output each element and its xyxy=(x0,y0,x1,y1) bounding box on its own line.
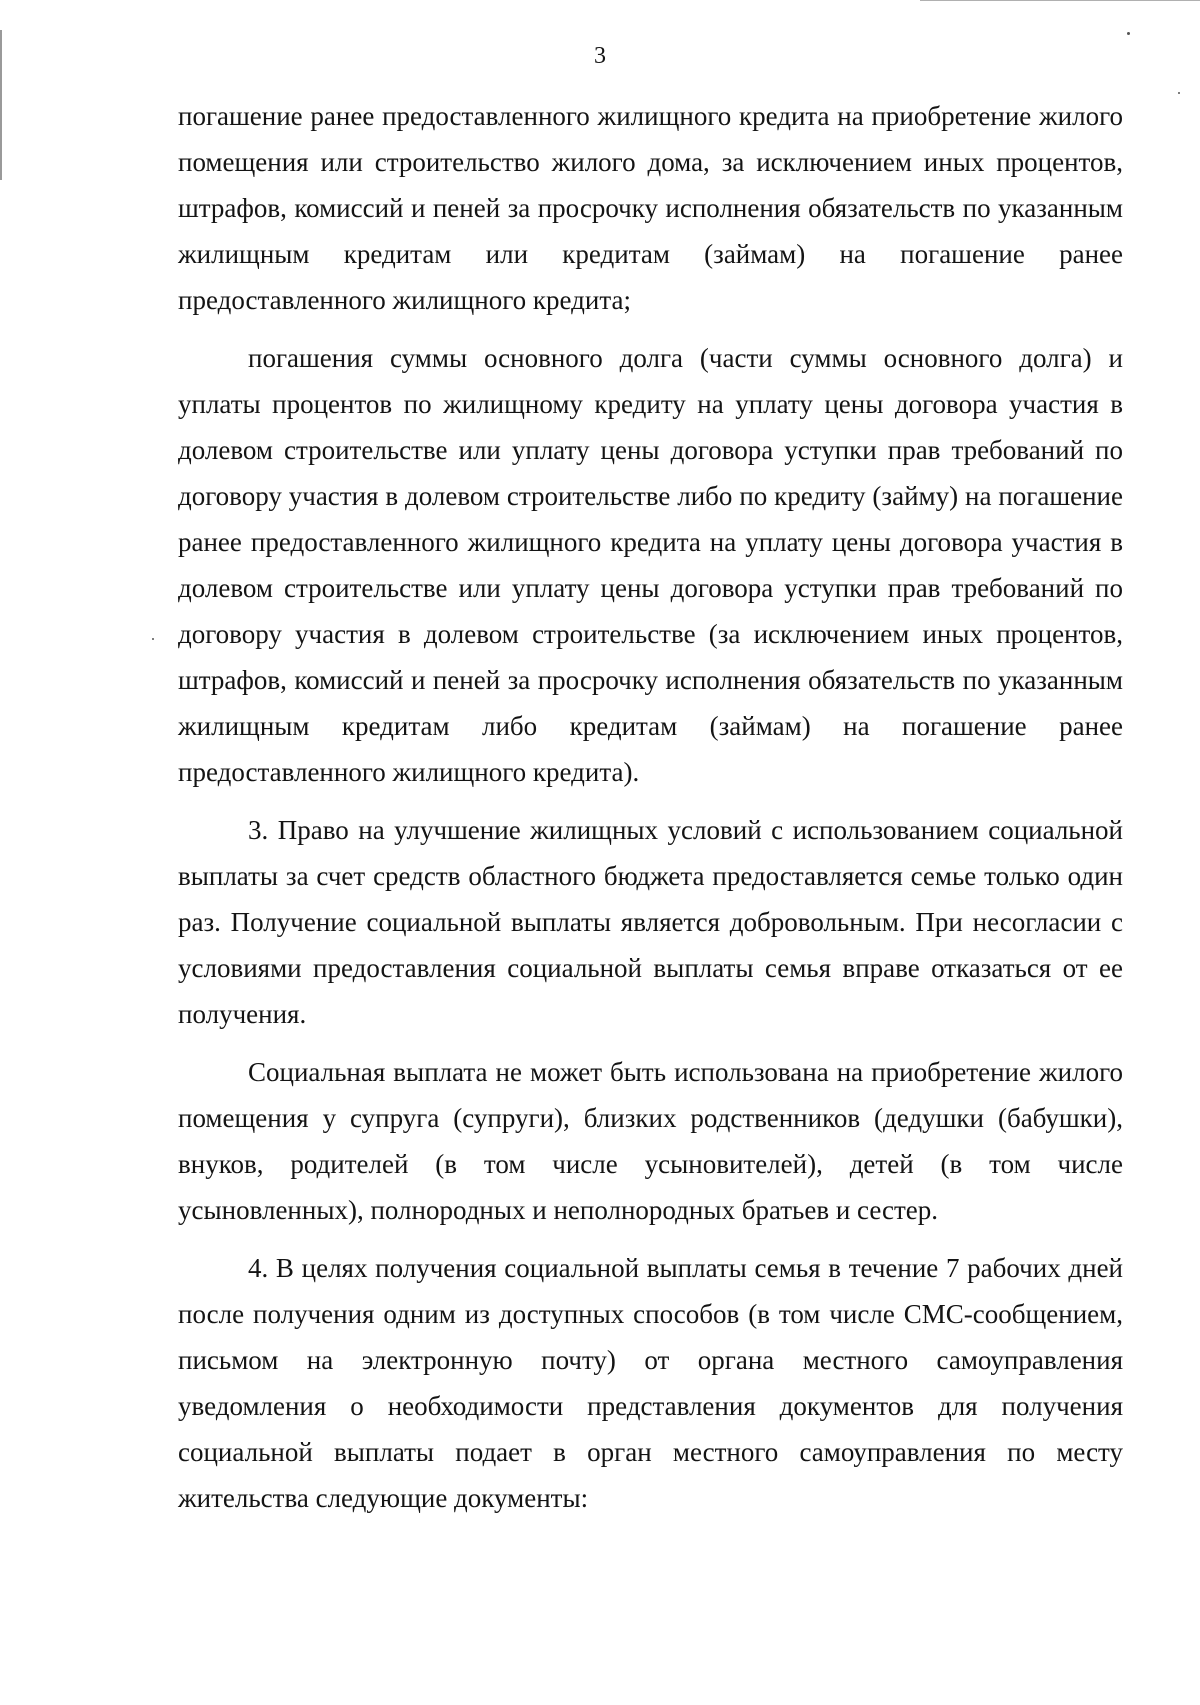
scan-speck xyxy=(1178,92,1180,94)
scan-edge-top xyxy=(920,0,1200,1)
paragraph: 3. Право на улучшение жилищных условий с использованием социальной выплаты за счет средств областного бюджета предоставляется семье только один раз. Получение социальной выплаты является добровольным. При несогласии с условиями предоставления социальной выплаты семья вправе отказаться от ее получения. xyxy=(178,815,1123,1029)
paragraph: погашения суммы основного долга (части суммы основного долга) и уплаты процентов по жилищному кредиту на уплату цены договора участия в долевом строительстве или уплату цены договора уступки прав требований по договору участия в долевом строительстве либо по кредиту (займу) на погашение ранее предоставленного жилищного кредита на уплату цены договора участия в долевом строительстве или уплату цены договора уступки прав требований по договору участия в долевом строительстве (за исключением иных процентов, штрафов, комиссий и пеней за просрочку исполнения обязательств по указанным жилищным кредитам либо кредитам (займам) на погашение ранее предоставленного жилищного кредита). xyxy=(178,343,1123,787)
paragraph: погашение ранее предоставленного жилищного кредита на приобретение жилого помещения или строительство жилого дома, за исключением иных процентов, штрафов, комиссий и пеней за просрочку исполнения обязательств по указанным жилищным кредитам или кредитам (займам) на погашение ранее предоставленного жилищного кредита; xyxy=(178,101,1123,315)
scan-speck xyxy=(152,638,154,640)
paragraph: 4. В целях получения социальной выплаты семья в течение 7 рабочих дней после получения одним из доступных способов (в том числе СМС-сообщением, письмом на электронную почту) от органа местного самоуправления уведомления о необходимости представления документов для получения социальной выплаты подает в орган местного самоуправления по месту жительства следующие документы: xyxy=(178,1253,1123,1513)
scan-speck xyxy=(1127,32,1130,35)
page-number: 3 xyxy=(594,43,606,69)
paragraph: Социальная выплата не может быть использована на приобретение жилого помещения у супруга (супруги), близких родственников (дедушки (бабушки), внуков, родителей (в том числе усыновителей), детей (в том числе усыновленных), полнородных и неполнородных братьев и сестер. xyxy=(178,1057,1123,1225)
document-body xyxy=(178,93,1123,1521)
